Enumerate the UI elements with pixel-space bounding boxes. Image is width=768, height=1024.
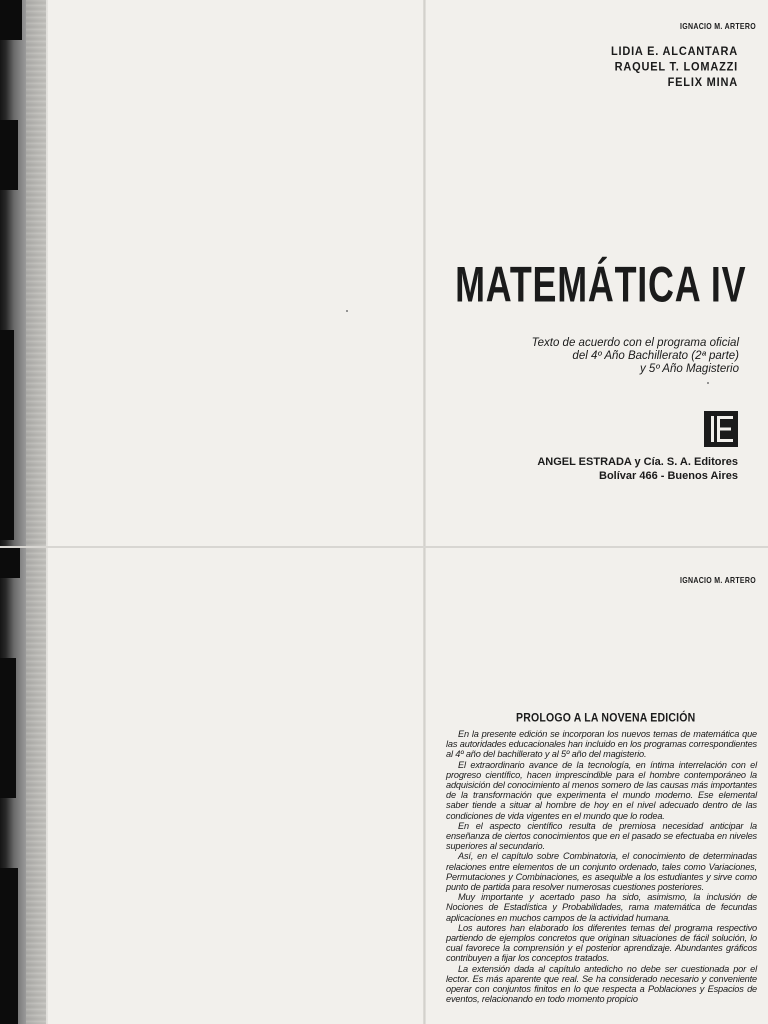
publisher-address: Bolívar 466 - Buenos Aires [599,470,738,482]
prologue-paragraph: En la presente edición se incorporan los nuevos temas de matemática que las autoridades educacionales han incluido en los programas correspondientes al 4º año del bachillerato y al 5º año del magisterio. [446,729,757,760]
prologue-title: PROLOGO A LA NOVENA EDICIÓN [516,711,696,725]
page-fold-line [423,548,426,1024]
prologue-paragraph: Así, en el capítulo sobre Combinatoria, el conocimiento de determinadas relaciones entre elementos de un conjunto ordenado, tales como Variaciones, Permutaciones y Combinaciones, es asequible a los estudiantes y sirve como punto de partida para resolver numerosas cuestiones posteriores. [446,851,757,893]
author-name: LIDIA E. ALCANTARA [610,45,738,59]
header-mark: IGNACIO M. ARTERO [680,577,757,586]
subtitle-line: y 5º Año Magisterio [639,363,739,375]
publisher-logo-icon [704,411,738,447]
author-name: FELIX MINA [667,75,738,90]
book-subtitle [532,337,739,376]
book-binding-edge [0,548,48,1024]
book-binding-edge [0,0,48,546]
subtitle-line: del 4º Año Bachillerato (2ª parte) [572,350,739,362]
author-name: RAQUEL T. LOMAZZI [614,60,738,74]
prologue-paragraph: El extraordinario avance de la tecnología, en íntima interrelación con el progreso científico, hacen imprescindible para el hombre contemporáneo la adquisición del conocimiento al menos somero de las causas más importantes de la transformación que experimenta el mundo moderno. Ese elemental saber tiende a situar al hombre de hoy en el nivel adecuado dentro de las condiciones de vida vigentes en el mundo que lo rodea. [446,759,757,821]
header-mark: IGNACIO M. ARTERO [680,23,757,32]
prologue-paragraph: Los autores han elaborado los diferentes temas del programa respectivo partiendo de ejemplos concretos que originan situaciones de fácil solución, lo cual favorece la comprensión y el posterior aprendizaje. Abundantes gráficos contribuyen a fijar los conceptos tratados. [446,922,757,964]
prologue-text [446,729,757,1004]
prologue-paragraph: La extensión dada al capítulo antedicho no debe ser cuestionada por el lector. Es más aparente que real. Se ha considerado necesario y conveniente operar con conjuntos finitos en lo que respecta a Poblaciones y Espacios de eventos, relacionando en todo momento propicio [446,963,757,1005]
prologue-paragraph: Muy importante y acertado paso ha sido, asimismo, la inclusión de Nociones de Estadística y Probabilidades, rama matemática de fecundas aplicaciones en muchos campos de la actividad humana. [446,892,757,923]
publisher-name: ANGEL ESTRADA y Cía. S. A. Editores [537,456,738,468]
page-fold-line [423,0,426,546]
publisher-info [537,455,738,483]
book-title: MATEMÁTICA IV [454,256,746,313]
subtitle-line: Texto de acuerdo con el programa oficial [531,337,739,349]
author-list [611,44,738,90]
prologue-paragraph: En el aspecto científico resulta de premiosa necesidad anticipar la enseñanza de ciertos conocimientos que en el pasado se efectuaba en niveles superiores al secundario. [446,820,757,852]
